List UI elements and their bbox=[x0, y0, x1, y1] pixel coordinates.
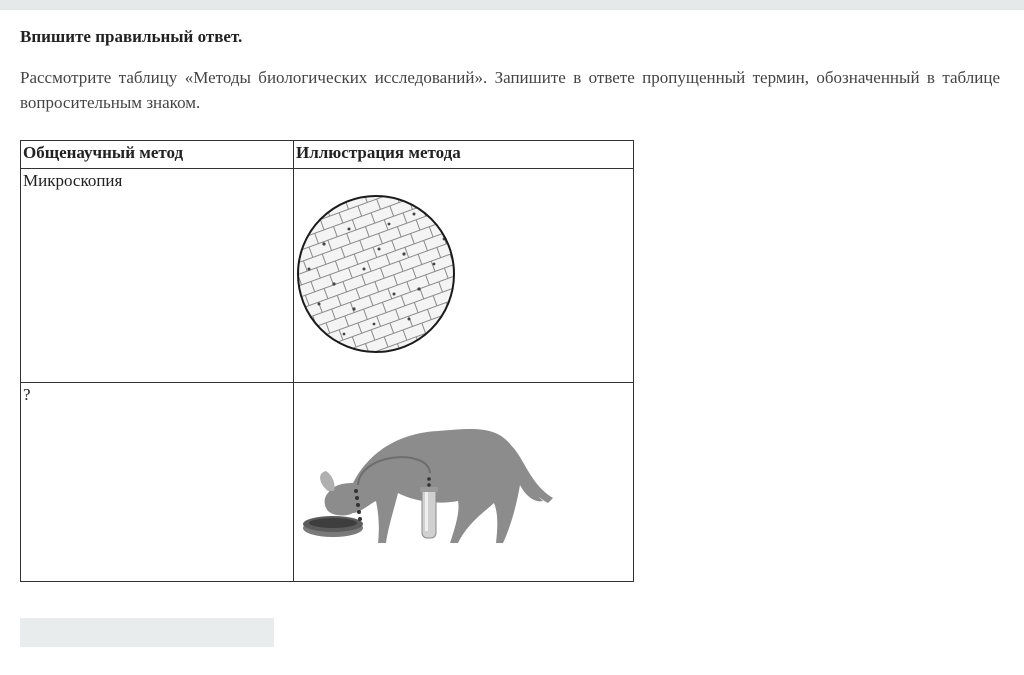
table-header-row bbox=[21, 141, 634, 169]
illustration-cell bbox=[294, 383, 634, 582]
method-cell: ? bbox=[21, 383, 294, 582]
method-cell: Микроскопия bbox=[21, 169, 294, 383]
top-strip bbox=[0, 0, 1024, 10]
pavlov-dog-experiment-icon bbox=[298, 413, 558, 563]
table-row bbox=[21, 169, 634, 383]
question-text: Рассмотрите таблицу «Методы биологических исследований». Запишите в ответе пропущенный термин, обозначенный в таблице вопросительным знаком. bbox=[20, 68, 1000, 112]
onion-cells-under-microscope-icon bbox=[294, 194, 458, 354]
instruction-text: Впишите правильный ответ. bbox=[20, 27, 243, 46]
illustration-cell bbox=[294, 169, 634, 383]
methods-table bbox=[20, 140, 634, 582]
column-header-method: Общенаучный метод bbox=[21, 141, 294, 169]
answer-input[interactable] bbox=[20, 618, 274, 647]
column-header-illustration: Иллюстрация метода bbox=[294, 141, 634, 169]
table-row bbox=[21, 383, 634, 582]
